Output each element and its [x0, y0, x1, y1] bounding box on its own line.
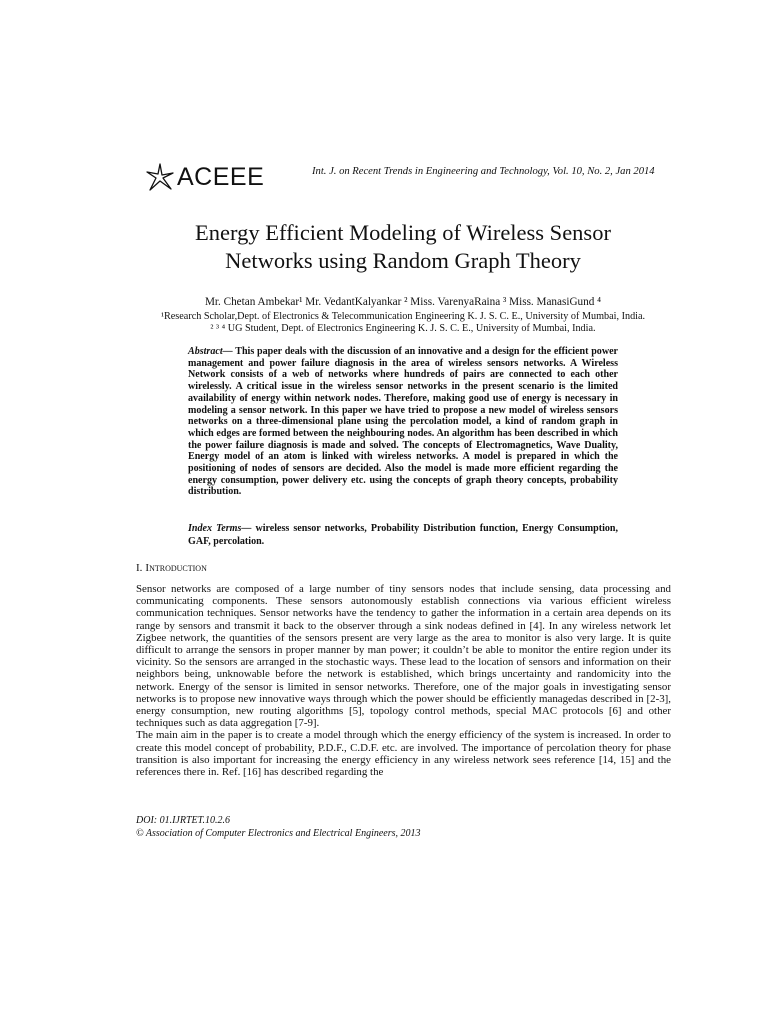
index-terms-label: Index Terms— — [188, 523, 252, 534]
paragraph: The main aim in the paper is to create a model through which the energy efficiency of the system is increased. In order to create this model concept of probability, P.D.F., C.D.F. etc. are involved. The importance of percolation theory for phase transition is also important for increasing the energy efficiency in any wireless network sees reference [14, 15] and the references there in. Ref. [16] has described regarding the — [136, 729, 671, 779]
index-terms — [188, 523, 618, 548]
abstract-label: Abstract— — [188, 346, 233, 357]
publisher-logo — [145, 160, 264, 194]
title-line-2: Networks using Random Graph Theory — [225, 248, 581, 273]
affiliation-1: ¹Research Scholar,Dept. of Electronics & Telecommunication Engineering K. J. S. C. E., University of Mumbai, India. — [160, 311, 646, 322]
title-line-1: Energy Efficient Modeling of Wireless Sensor — [195, 220, 611, 245]
introduction-body — [136, 583, 671, 778]
section-number: I. — [136, 562, 143, 574]
doi-line: DOI: 01.IJRTET.10.2.6 — [136, 815, 230, 826]
author-list: Mr. Chetan Ambekar¹ Mr. VedantKalyankar ² Miss. VarenyaRaina ³ Miss. ManasiGund ⁴ — [204, 296, 602, 308]
abstract — [188, 346, 618, 498]
star-icon — [145, 162, 175, 192]
section-title: Introduction — [145, 562, 207, 574]
copyright-line: © Association of Computer Electronics and Electrical Engineers, 2013 — [136, 828, 421, 839]
paragraph: Sensor networks are composed of a large number of tiny sensors nodes that include sensing, data processing and communicating components. These sensors autonomously establish connections via various efficient wireless communication techniques. Sensor networks have the tendency to gather the information in a certain area depends on its range by sensors and transmit it back to the observer through a sink nodeas defined in [4]. In any wireless network let Zigbee network, the quantities of the sensors present are very large as the area to monitor is also very large. It is quite difficult to arrange the sensors in proper manner by man power; it couldn’t be able to monitor the entire region under its vicinity. So the sensors are arranged in the stochastic ways. These lead to the location of sensors and information on their neighbors being, unknowable before the network is established, which brings uncertainty and randomicity into the network. Energy of the sensor is limited in sensor networks. Therefore, one of the major goals in investigating sensor networks is to propose new innovative ways through which the power should be efficiently managedas described in [2-3], energy consumption, new routing algorithms [5], topology control methods, special MAC protocols [6] and other techniques such as data aggregation [7-9]. — [136, 583, 671, 730]
section-heading-introduction — [136, 562, 207, 574]
journal-citation: Int. J. on Recent Trends in Engineering and Technology, Vol. 10, No. 2, Jan 2014 — [312, 166, 655, 177]
abstract-text: This paper deals with the discussion of an innovative and a design for the efficient power management and power failure diagnosis in the area of wireless sensors networks. A Wireless Network consists of a web of networks where hundreds of pairs are connected to each other wirelessly. A critical issue in the wireless sensor networks in the present scenario is the limited availability of energy within network nodes. Therefore, making good use of energy is necessary in modeling a sensor network. In this paper we have tried to propose a new model of wireless sensors networks on a three-dimensional plane using the percolation model, a kind of random graph in which edges are formed between the neighbouring nodes. An algorithm has been described in which the power failure diagnosis is made and solved. The concepts of Electromagnetics, Wave Duality, Energy model of an atom is linked with wireless networks. A model is prepared in which the positioning of nodes of sensors are decided. Also the model is made more efficient regarding the energy consumption, power delivery etc. using the concepts of graph theory concepts, probability distribution. — [188, 346, 618, 498]
logo-text: ACEEE — [177, 162, 265, 191]
affiliation-2: ² ³ ⁴ UG Student, Dept. of Electronics Engineering K. J. S. C. E., University of Mumbai, India. — [210, 323, 596, 334]
paper-title — [110, 219, 696, 275]
index-terms-text: wireless sensor networks, Probability Distribution function, Energy Consumption, GAF, percolation. — [188, 523, 618, 547]
